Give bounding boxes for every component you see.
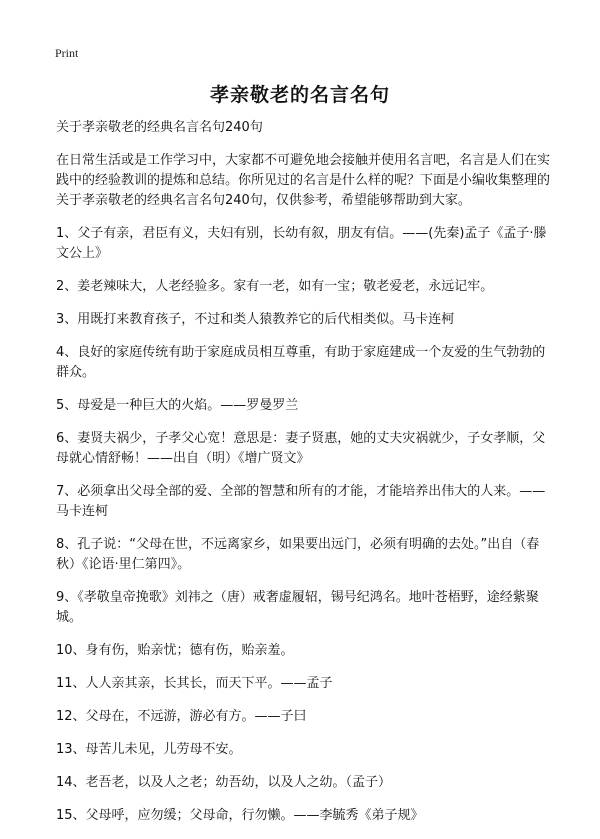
article-body (56, 118, 552, 839)
print-link[interactable]: Print (55, 46, 79, 60)
quote-list (56, 224, 552, 826)
quote-item-12: 12、父母在，不远游，游必有方。——子曰 (56, 709, 307, 724)
quote-item-15: 15、父母呼，应勿缓；父母命，行勿懒。——李毓秀《弟子规》 (56, 808, 424, 823)
quote-item-2: 2、姜老辣味大，人老经验多。家有一老，如有一宝；敬老爱老，永远记牢。 (56, 279, 494, 294)
quote-item-1: 1、父子有亲，君臣有义，夫妇有别，长幼有叙，朋友有信。——(先秦)孟子《孟子·滕文公上》 (56, 226, 547, 261)
quote-item-6: 6、妻贤夫祸少，子孝父心宽！意思是：妻子贤惠，她的丈夫灾祸就少，子女孝顺，父母就心情舒畅！——出自（明）《增广贤文》 (56, 431, 546, 466)
page-title: 孝亲敬老的名言名句 (209, 84, 390, 106)
article-subtitle: 关于孝亲敬老的经典名言名句240句 (56, 120, 263, 135)
quote-item-8: 8、孔子说：“父母在世，不远离家乡，如果要出远门，必须有明确的去处。”出自（春秋）《论语·里仁第四》。 (56, 537, 540, 572)
quote-item-3: 3、用既打来教育孩子，不过和类人猿教养它的后代相类似。马卡连柯 (56, 312, 455, 327)
quote-item-5: 5、母爱是一种巨大的火焰。——罗曼罗兰 (56, 398, 299, 413)
intro-paragraph: 在日常生活或是工作学习中，大家都不可避免地会接触并使用名言吧，名言是人们在实践中的经验教训的提炼和总结。你所见过的名言是什么样的呢？下面是小编收集整理的关于孝亲敬老的经典名言名句240句，仅供参考，希望能够帮助到大家。 (56, 153, 551, 208)
quote-item-10: 10、身有伤，贻亲忧；德有伤，贻亲羞。 (56, 643, 294, 658)
quote-item-11: 11、人人亲其亲，长其长，而天下平。——孟子 (56, 676, 333, 691)
quote-item-14: 14、老吾老，以及人之老；幼吾幼，以及人之幼。（孟子） (56, 775, 392, 790)
quote-item-13: 13、母苦儿未见，儿劳母不安。 (56, 742, 242, 757)
quote-item-7: 7、必须拿出父母全部的爱、全部的智慧和所有的才能，才能培养出伟大的人来。——马卡连柯 (56, 484, 546, 519)
quote-item-4: 4、良好的家庭传统有助于家庭成员相互尊重，有助于家庭建成一个友爱的生气勃勃的群众。 (56, 345, 546, 380)
quote-item-9: 9、《孝敬皇帝挽歌》刘祎之（唐）戒奢虚履轺，锡号纪鸿名。地叶苍梧野，途经紫聚城。 (56, 590, 539, 625)
